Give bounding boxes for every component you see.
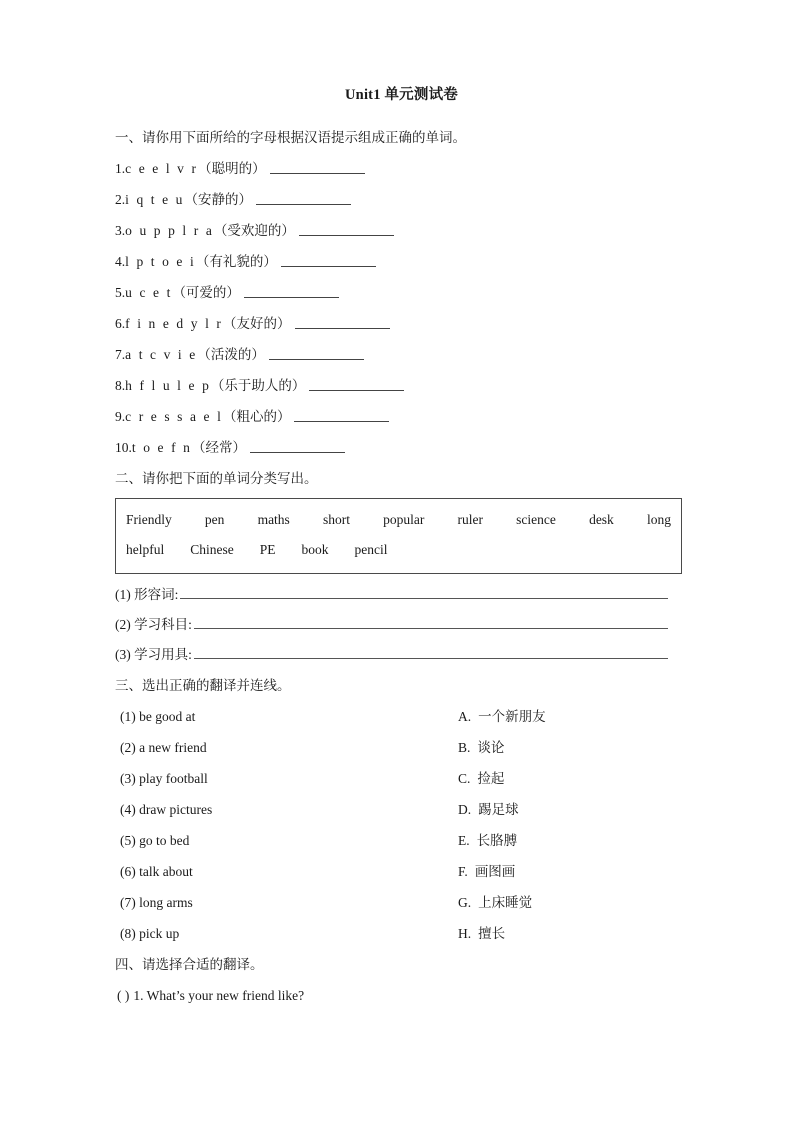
match-option-key: G. xyxy=(458,895,472,910)
word-item-hint: （安静的） xyxy=(184,192,253,207)
word-item-number: 5. xyxy=(115,285,126,300)
answer-blank[interactable] xyxy=(299,222,394,236)
question-text: 1. What’s your new friend like? xyxy=(133,988,305,1003)
part2-heading: 二、请你把下面的单词分类写出。 xyxy=(115,471,318,486)
match-row xyxy=(115,887,682,918)
match-right-item[interactable] xyxy=(343,887,682,918)
match-option-key: C. xyxy=(458,771,471,786)
word-bank-word: pencil xyxy=(354,542,388,557)
word-bank-word: long xyxy=(646,512,671,527)
word-item-hint: （受欢迎的） xyxy=(213,223,295,238)
word-item-letters: c r e s s a e l xyxy=(125,409,223,424)
match-option-text: 画图画 xyxy=(474,864,516,879)
category-answer-blank[interactable] xyxy=(194,616,668,629)
match-left-item[interactable]: (3) play football xyxy=(120,771,208,786)
match-option-key: F. xyxy=(458,864,468,879)
match-option-key: A. xyxy=(458,709,472,724)
match-left-item[interactable]: (4) draw pictures xyxy=(120,802,213,817)
word-item-hint: （友好的） xyxy=(223,316,291,331)
match-option-text: 捡起 xyxy=(477,771,505,786)
word-item-letters: a t c v i e xyxy=(125,347,198,362)
match-left-item[interactable]: (5) go to bed xyxy=(120,833,190,848)
category-row xyxy=(115,610,682,640)
word-item-hint: （经常） xyxy=(192,440,247,455)
match-option-key: B. xyxy=(458,740,471,755)
match-right-item[interactable] xyxy=(343,763,682,794)
answer-blank[interactable] xyxy=(270,160,365,174)
word-bank-word: ruler xyxy=(457,512,484,527)
word-bank-row xyxy=(126,505,671,535)
word-bank-word: science xyxy=(516,512,556,527)
part1-heading: 一、请你用下面所给的字母根据汉语提示组成正确的单词。 xyxy=(115,130,466,145)
word-item-letters: l p t o e i xyxy=(125,254,196,269)
category-answer-blank[interactable] xyxy=(194,646,668,659)
match-left-item[interactable]: (7) long arms xyxy=(120,895,193,910)
match-row xyxy=(115,732,682,763)
word-item-number: 9. xyxy=(115,409,126,424)
match-option-key: D. xyxy=(458,802,472,817)
answer-blank[interactable] xyxy=(294,408,389,422)
answer-blank[interactable] xyxy=(244,284,339,298)
word-item-letters: u c e t xyxy=(125,285,173,300)
word-item-letters: t o e f n xyxy=(131,440,193,455)
word-item-letters: c e e l v r xyxy=(125,161,199,176)
match-left-item[interactable]: (8) pick up xyxy=(120,926,180,941)
match-option-text: 一个新朋友 xyxy=(478,709,546,724)
answer-blank[interactable] xyxy=(295,315,390,329)
match-option-text: 长胳膊 xyxy=(476,833,518,848)
word-item-number: 3. xyxy=(115,223,126,238)
word-bank-word: desk xyxy=(589,512,614,527)
answer-blank[interactable] xyxy=(250,439,345,453)
category-row xyxy=(115,580,682,610)
worksheet-content xyxy=(115,85,682,1011)
match-option-text: 上床睡觉 xyxy=(478,895,533,910)
answer-parenthesis[interactable]: ( ) xyxy=(117,988,130,1003)
match-row xyxy=(115,918,682,949)
word-item xyxy=(115,184,682,215)
word-item-letters: f i n e d y l r xyxy=(125,316,223,331)
word-item xyxy=(115,370,682,401)
word-item xyxy=(115,308,682,339)
word-item-hint: （活泼的） xyxy=(197,347,265,362)
part3-match-list xyxy=(115,701,682,949)
word-bank-word: short xyxy=(322,512,350,527)
match-row xyxy=(115,794,682,825)
word-item-number: 6. xyxy=(115,316,126,331)
page-title: Unit1 单元测试卷 xyxy=(345,87,458,103)
match-left-item[interactable]: (6) talk about xyxy=(120,864,193,879)
word-item xyxy=(115,246,682,277)
word-item-hint: （有礼貌的） xyxy=(195,254,277,269)
match-option-text: 谈论 xyxy=(477,740,505,755)
word-item-letters: o u p p l r a xyxy=(125,223,214,238)
part4-heading: 四、请选择合适的翻译。 xyxy=(115,957,264,972)
match-row xyxy=(115,701,682,732)
question-row xyxy=(115,980,682,1011)
match-left-item[interactable]: (1) be good at xyxy=(120,709,196,724)
word-item-number: 1. xyxy=(115,161,126,176)
word-item-hint: （聪明的） xyxy=(198,161,266,176)
word-item-hint: （粗心的） xyxy=(222,409,291,424)
match-option-text: 踢足球 xyxy=(478,802,519,817)
word-bank-word: maths xyxy=(257,512,290,527)
word-bank-word: PE xyxy=(259,542,276,557)
part1-word-list xyxy=(115,153,682,463)
match-option-text: 擅长 xyxy=(478,926,506,941)
match-right-item[interactable] xyxy=(343,732,682,763)
category-label: (3) 学习用具: xyxy=(115,647,192,662)
answer-blank[interactable] xyxy=(269,346,364,360)
word-item xyxy=(115,401,682,432)
match-row xyxy=(115,825,682,856)
word-item xyxy=(115,277,682,308)
word-item-hint: （可爱的） xyxy=(172,285,240,300)
word-bank-word: Chinese xyxy=(190,542,234,557)
word-item-hint: （乐于助人的） xyxy=(210,378,306,393)
match-row xyxy=(115,763,682,794)
word-item-number: 4. xyxy=(115,254,126,269)
word-bank-word: Friendly xyxy=(126,512,172,527)
answer-blank[interactable] xyxy=(281,253,376,267)
word-item xyxy=(115,153,682,184)
match-right-item[interactable] xyxy=(343,794,682,825)
word-item xyxy=(115,432,682,463)
word-item xyxy=(115,215,682,246)
match-right-item[interactable] xyxy=(343,856,682,887)
word-item-number: 10. xyxy=(115,440,132,455)
part3-heading: 三、选出正确的翻译并连线。 xyxy=(115,678,291,693)
answer-blank[interactable] xyxy=(309,377,404,391)
category-label: (2) 学习科目: xyxy=(115,617,192,632)
word-item-letters: i q t e u xyxy=(125,192,185,207)
category-label: (1) 形容词: xyxy=(115,587,179,602)
word-bank-row xyxy=(126,535,671,565)
word-bank-word: pen xyxy=(204,512,225,527)
match-left-item[interactable]: (2) a new friend xyxy=(120,740,207,755)
match-option-key: H. xyxy=(458,926,472,941)
word-item-number: 7. xyxy=(115,347,126,362)
match-right-item[interactable] xyxy=(343,918,682,949)
word-item-number: 8. xyxy=(115,378,126,393)
answer-blank[interactable] xyxy=(256,191,351,205)
word-item-letters: h f l u l e p xyxy=(125,378,211,393)
match-option-key: E. xyxy=(458,833,470,848)
word-bank-word: book xyxy=(301,542,329,557)
word-bank-box xyxy=(115,498,682,574)
category-row xyxy=(115,640,682,670)
word-item xyxy=(115,339,682,370)
match-right-item[interactable] xyxy=(343,825,682,856)
word-item-number: 2. xyxy=(115,192,126,207)
match-row xyxy=(115,856,682,887)
word-bank-word: popular xyxy=(383,512,425,527)
match-right-item[interactable] xyxy=(343,701,682,732)
category-answer-blank[interactable] xyxy=(180,586,668,599)
word-bank-word: helpful xyxy=(126,542,165,557)
